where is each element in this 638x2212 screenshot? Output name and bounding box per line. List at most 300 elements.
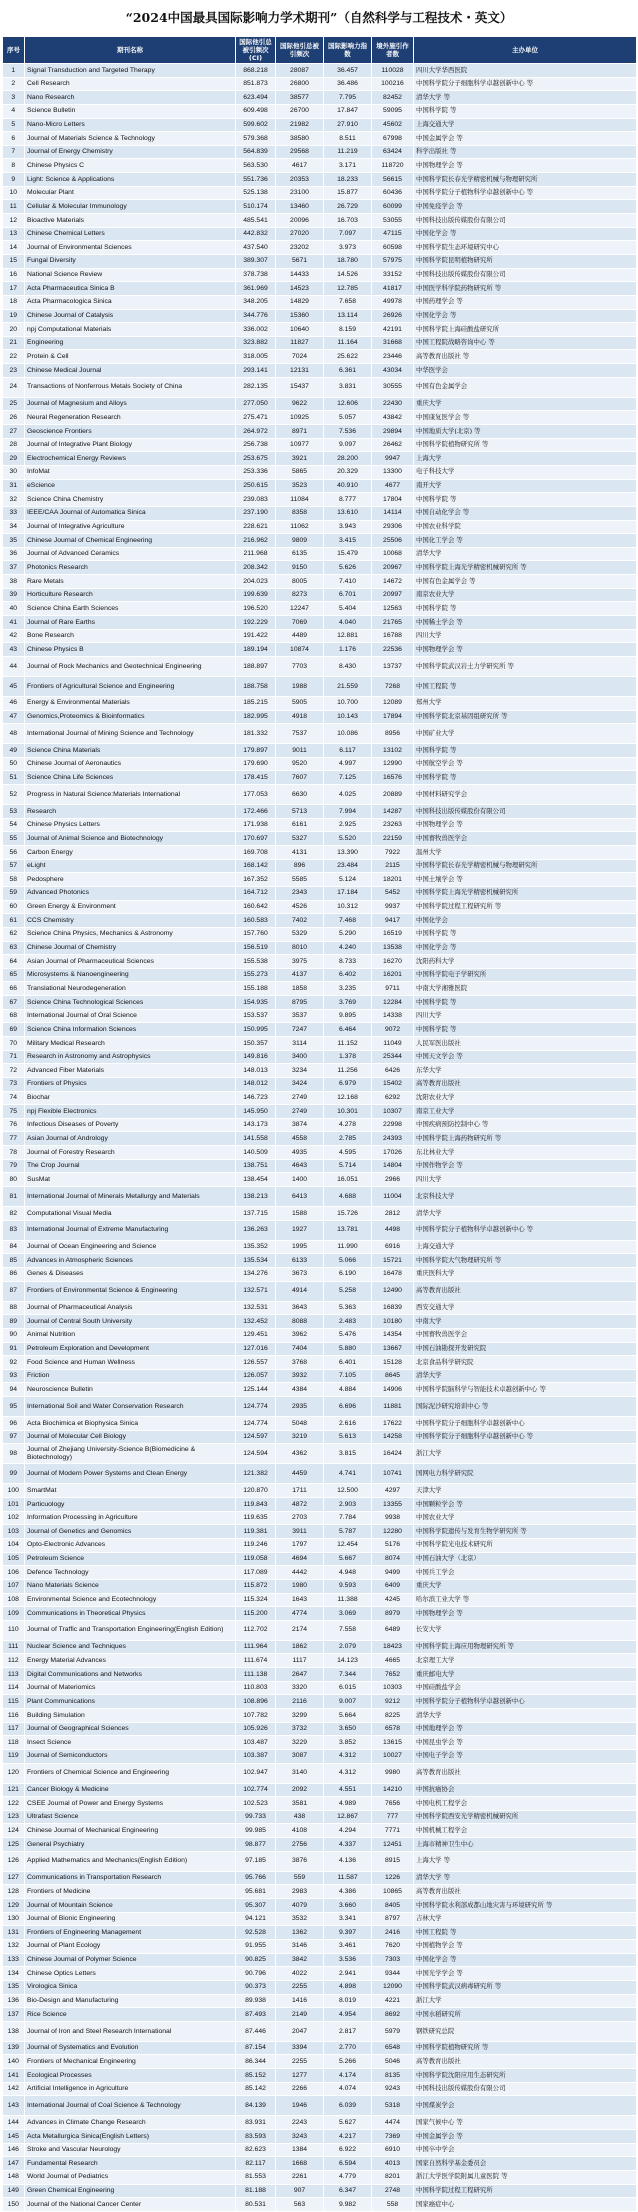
ci-cell: 623.494 (236, 91, 276, 105)
journal-name-cell: Fundamental Research (25, 2157, 236, 2171)
journal-name-cell: Science China Earth Sciences (25, 602, 236, 616)
ci-cell: 81.553 (236, 2170, 276, 2184)
impact-index-cell: 3.815 (324, 1444, 372, 1464)
sponsor-cell: 东华大学 (414, 1064, 637, 1078)
journal-name-cell: Journal of Pharmaceutical Analysis (25, 1301, 236, 1315)
ci-cell: 389.307 (236, 254, 276, 268)
citations-cell: 4459 (276, 1464, 324, 1484)
citations-cell: 9809 (276, 534, 324, 548)
table-row (3, 1187, 637, 1207)
rank-cell: 49 (3, 744, 25, 758)
rank-cell: 108 (3, 1593, 25, 1607)
rank-cell: 10 (3, 186, 25, 200)
table-row (3, 1708, 637, 1722)
journal-name-cell: Science China Chemistry (25, 493, 236, 507)
rank-cell: 82 (3, 1207, 25, 1221)
ci-cell: 119.635 (236, 1511, 276, 1525)
ci-cell: 85.152 (236, 2069, 276, 2083)
foreign-authors-cell: 9938 (372, 1511, 414, 1525)
journal-name-cell: Chinese Optics Letters (25, 1967, 236, 1981)
journal-name-cell: Journal of Magnesium and Alloys (25, 397, 236, 411)
foreign-authors-cell: 4297 (372, 1484, 414, 1498)
impact-index-cell: 9.895 (324, 1009, 372, 1023)
ci-cell: 90.796 (236, 1967, 276, 1981)
foreign-authors-cell: 17894 (372, 710, 414, 724)
ci-cell: 150.995 (236, 1023, 276, 1037)
ci-cell: 81.188 (236, 2184, 276, 2198)
sponsor-cell: 中国科学院 等 (414, 771, 637, 785)
foreign-authors-cell: 7771 (372, 1824, 414, 1838)
table-row (3, 1640, 637, 1654)
sponsor-cell: 中国金属学会 等 (414, 2130, 637, 2144)
impact-index-cell: 4.386 (324, 1885, 372, 1899)
foreign-authors-cell: 118720 (372, 159, 414, 173)
impact-index-cell: 2.770 (324, 2041, 372, 2055)
foreign-authors-cell: 30555 (372, 377, 414, 397)
rank-cell: 48 (3, 724, 25, 744)
table-row (3, 832, 637, 846)
table-row (3, 1050, 637, 1064)
journal-name-cell: Journal of Rock Mechanics and Geotechnical Engineering (25, 656, 236, 676)
ci-cell: 851.873 (236, 77, 276, 91)
foreign-authors-cell: 12090 (372, 1980, 414, 1994)
table-header-row (3, 37, 637, 64)
rank-cell: 122 (3, 1797, 25, 1811)
table-row (3, 575, 637, 589)
rank-cell: 127 (3, 1871, 25, 1885)
rank-cell: 102 (3, 1511, 25, 1525)
sponsor-cell: 中国化学会 等 (414, 227, 637, 241)
journal-name-cell: Journal of Integrative Plant Biology (25, 438, 236, 452)
impact-index-cell: 14.526 (324, 268, 372, 282)
sponsor-cell: 中国畜牧兽医学会 (414, 1328, 637, 1342)
rank-cell: 51 (3, 771, 25, 785)
ci-cell: 178.415 (236, 771, 276, 785)
foreign-authors-cell: 17804 (372, 493, 414, 507)
rank-cell: 41 (3, 615, 25, 629)
foreign-authors-cell: 13355 (372, 1498, 414, 1512)
rank-cell: 19 (3, 309, 25, 323)
impact-index-cell: 6.015 (324, 1681, 372, 1695)
ci-cell: 293.141 (236, 364, 276, 378)
foreign-authors-cell: 12490 (372, 1281, 414, 1301)
sponsor-cell: 高等教育出版社 (414, 2055, 637, 2069)
impact-index-cell: 12.454 (324, 1538, 372, 1552)
impact-index-cell: 5.476 (324, 1328, 372, 1342)
sponsor-cell: 温州大学 (414, 846, 637, 860)
rank-cell: 136 (3, 1994, 25, 2008)
impact-index-cell: 7.994 (324, 805, 372, 819)
table-row (3, 1383, 637, 1397)
journal-name-cell: Bone Research (25, 629, 236, 643)
sponsor-cell: 重庆大学 (414, 397, 637, 411)
table-row (3, 1525, 637, 1539)
ci-cell: 196.520 (236, 602, 276, 616)
ci-cell: 336.002 (236, 323, 276, 337)
ci-cell: 157.760 (236, 927, 276, 941)
citations-cell: 4918 (276, 710, 324, 724)
journal-name-cell: Animal Nutrition (25, 1328, 236, 1342)
table-row (3, 1484, 637, 1498)
ci-cell: 135.534 (236, 1254, 276, 1268)
sponsor-cell: 中国电机工程学会 (414, 1797, 637, 1811)
citations-cell: 2983 (276, 1885, 324, 1899)
impact-index-cell: 4.294 (324, 1824, 372, 1838)
rank-cell: 140 (3, 2055, 25, 2069)
citations-cell: 2174 (276, 1620, 324, 1640)
table-row (3, 200, 637, 214)
table-row (3, 757, 637, 771)
rank-cell: 36 (3, 547, 25, 561)
journal-name-cell: Computational Visual Media (25, 1207, 236, 1221)
impact-index-cell: 3.461 (324, 1939, 372, 1953)
impact-index-cell: 5.057 (324, 411, 372, 425)
journal-name-cell: Genes & Diseases (25, 1267, 236, 1281)
ci-cell: 138.454 (236, 1173, 276, 1187)
rank-cell: 2 (3, 77, 25, 91)
sponsor-cell: 中国科学院 等 (414, 104, 637, 118)
foreign-authors-cell: 4498 (372, 1220, 414, 1240)
ci-cell: 323.882 (236, 336, 276, 350)
journal-name-cell: General Psychiatry (25, 1838, 236, 1852)
table-row (3, 1871, 637, 1885)
ci-cell: 485.541 (236, 214, 276, 228)
ci-cell: 120.870 (236, 1484, 276, 1498)
journal-name-cell: Transactions of Nonferrous Metals Society of China (25, 377, 236, 397)
rank-cell: 125 (3, 1838, 25, 1852)
rank-cell: 79 (3, 1159, 25, 1173)
citations-cell: 4774 (276, 1607, 324, 1621)
journal-name-cell: Molecular Plant (25, 186, 236, 200)
impact-index-cell: 4.997 (324, 757, 372, 771)
citations-cell: 27020 (276, 227, 324, 241)
sponsor-cell: 中国光学学会 等 (414, 1967, 637, 1981)
sponsor-cell: 中国稀土学会 等 (414, 615, 637, 629)
table-row (3, 1267, 637, 1281)
sponsor-cell: 中国科学院上海硅酸盐研究所 (414, 323, 637, 337)
foreign-authors-cell: 21765 (372, 615, 414, 629)
table-row (3, 336, 637, 350)
journal-name-cell: The Crop Journal (25, 1159, 236, 1173)
journal-name-cell: Frontiers of Environmental Science & Engineering (25, 1281, 236, 1301)
sponsor-cell: 中国科学院过程工程研究所 等 (414, 900, 637, 914)
ci-cell: 579.368 (236, 132, 276, 146)
journal-name-cell: International Journal of Extreme Manufacturing (25, 1220, 236, 1240)
journal-name-cell: Journal of Mountain Science (25, 1899, 236, 1913)
ci-cell: 551.736 (236, 173, 276, 187)
ci-cell: 182.995 (236, 710, 276, 724)
table-row (3, 1118, 637, 1132)
citations-cell: 14433 (276, 268, 324, 282)
table-row (3, 818, 637, 832)
journal-name-cell: Science China Materials (25, 744, 236, 758)
table-row (3, 397, 637, 411)
ci-cell: 609.498 (236, 104, 276, 118)
foreign-authors-cell: 14287 (372, 805, 414, 819)
ci-cell: 92.528 (236, 1926, 276, 1940)
sponsor-cell: 重庆大学 (414, 1579, 637, 1593)
ci-cell: 99.733 (236, 1810, 276, 1824)
rank-cell: 16 (3, 268, 25, 282)
citations-cell: 3932 (276, 1369, 324, 1383)
table-row (3, 2170, 637, 2184)
foreign-authors-cell: 43034 (372, 364, 414, 378)
rank-cell: 114 (3, 1681, 25, 1695)
table-row (3, 1173, 637, 1187)
journal-name-cell: InfoMat (25, 465, 236, 479)
ci-cell: 253.336 (236, 465, 276, 479)
impact-index-cell: 2.903 (324, 1498, 372, 1512)
citations-cell: 2935 (276, 1397, 324, 1417)
impact-index-cell: 6.039 (324, 2096, 372, 2116)
impact-index-cell: 4.898 (324, 1980, 372, 1994)
journal-name-cell: Chinese Journal of Chemical Engineering (25, 534, 236, 548)
citations-cell: 3140 (276, 1763, 324, 1783)
impact-index-cell: 27.910 (324, 118, 372, 132)
sponsor-cell: 中国免疫学会 等 (414, 200, 637, 214)
journal-name-cell: Horticulture Research (25, 588, 236, 602)
journal-name-cell: Journal of Bionic Engineering (25, 1912, 236, 1926)
ci-cell: 117.089 (236, 1566, 276, 1580)
table-row (3, 771, 637, 785)
foreign-authors-cell: 14338 (372, 1009, 414, 1023)
citations-cell: 1980 (276, 1579, 324, 1593)
sponsor-cell: 高等教育出版社 (414, 1077, 637, 1091)
rank-cell: 83 (3, 1220, 25, 1240)
rank-cell: 78 (3, 1146, 25, 1160)
foreign-authors-cell: 13102 (372, 744, 414, 758)
rank-cell: 124 (3, 1824, 25, 1838)
table-row (3, 615, 637, 629)
citations-cell: 1995 (276, 1240, 324, 1254)
sponsor-cell: 哈尔滨工业大学 等 (414, 1593, 637, 1607)
citations-cell: 3400 (276, 1050, 324, 1064)
impact-index-cell: 7.784 (324, 1511, 372, 1525)
rank-cell: 97 (3, 1430, 25, 1444)
ci-cell: 119.058 (236, 1552, 276, 1566)
journal-name-cell: Journal of Materiomics (25, 1681, 236, 1695)
journal-name-cell: Asian Journal of Pharmaceutical Sciences (25, 955, 236, 969)
citations-cell: 6133 (276, 1254, 324, 1268)
sponsor-cell: 中国科学院大气物理研究所 等 (414, 1254, 637, 1268)
citations-cell: 1988 (276, 676, 324, 696)
table-row (3, 1912, 637, 1926)
ci-cell: 170.697 (236, 832, 276, 846)
journal-name-cell: Science China Physics, Mechanics & Astronomy (25, 927, 236, 941)
foreign-authors-cell: 5979 (372, 2021, 414, 2041)
foreign-authors-cell: 33152 (372, 268, 414, 282)
ci-cell: 155.188 (236, 982, 276, 996)
foreign-authors-cell: 67998 (372, 132, 414, 146)
citations-cell: 5048 (276, 1417, 324, 1431)
impact-index-cell: 10.312 (324, 900, 372, 914)
table-row (3, 2021, 637, 2041)
citations-cell: 559 (276, 1871, 324, 1885)
impact-index-cell: 18.780 (324, 254, 372, 268)
foreign-authors-cell: 16201 (372, 968, 414, 982)
journal-name-cell: CCS Chemistry (25, 914, 236, 928)
sponsor-cell: 中国兵工学会 (414, 1566, 637, 1580)
foreign-authors-cell: 9072 (372, 1023, 414, 1037)
journal-name-cell: Journal of Forestry Research (25, 1146, 236, 1160)
impact-index-cell: 2.941 (324, 1967, 372, 1981)
rank-cell: 103 (3, 1525, 25, 1539)
impact-index-cell: 6.701 (324, 588, 372, 602)
ci-cell: 177.053 (236, 785, 276, 805)
citations-cell: 21982 (276, 118, 324, 132)
table-row (3, 295, 637, 309)
citations-cell: 2261 (276, 2170, 324, 2184)
table-row (3, 1810, 637, 1824)
sponsor-cell: 中国科技出版传媒股份有限公司 (414, 268, 637, 282)
ci-cell: 102.774 (236, 1783, 276, 1797)
foreign-authors-cell: 29894 (372, 425, 414, 439)
citations-cell: 3876 (276, 1851, 324, 1871)
citations-cell: 8088 (276, 1315, 324, 1329)
foreign-authors-cell: 41817 (372, 282, 414, 296)
impact-index-cell: 8.430 (324, 656, 372, 676)
ci-cell: 126.057 (236, 1369, 276, 1383)
journal-name-cell: Neural Regeneration Research (25, 411, 236, 425)
journal-name-cell: Acta Pharmaceutica Sinica B (25, 282, 236, 296)
table-row (3, 323, 637, 337)
table-row (3, 2082, 637, 2096)
sponsor-cell: 中国科学院长春光学精密机械与物理研究所 (414, 173, 637, 187)
journal-name-cell: Journal of Zhejiang University-Science B(Biomedicine & Biotechnology) (25, 1444, 236, 1464)
citations-cell: 5865 (276, 465, 324, 479)
impact-index-cell: 5.787 (324, 1525, 372, 1539)
citations-cell: 1277 (276, 2069, 324, 2083)
sponsor-cell: 中国化学会 等 (414, 309, 637, 323)
rank-cell: 107 (3, 1579, 25, 1593)
rank-cell: 64 (3, 955, 25, 969)
rank-cell: 52 (3, 785, 25, 805)
citations-cell: 6413 (276, 1187, 324, 1207)
sponsor-cell: 中国水稻研究所 (414, 2008, 637, 2022)
foreign-authors-cell: 23263 (372, 818, 414, 832)
foreign-authors-cell: 8915 (372, 1851, 414, 1871)
table-row (3, 1994, 637, 2008)
header-sponsor: 主办单位 (414, 37, 637, 64)
sponsor-cell: 长安大学 (414, 1620, 637, 1640)
table-row (3, 159, 637, 173)
ci-cell: 148.012 (236, 1077, 276, 1091)
sponsor-cell: 中国科学院分子植物科学卓越创新中心 (414, 1695, 637, 1709)
citations-cell: 3975 (276, 955, 324, 969)
rank-cell: 75 (3, 1105, 25, 1119)
sponsor-cell: 四川大学华西医院 (414, 64, 637, 78)
journal-name-cell: Digital Communications and Networks (25, 1668, 236, 1682)
table-row (3, 846, 637, 860)
impact-index-cell: 5.613 (324, 1430, 372, 1444)
citations-cell: 7537 (276, 724, 324, 744)
table-row (3, 927, 637, 941)
citations-cell: 3921 (276, 452, 324, 466)
impact-index-cell: 4.954 (324, 2008, 372, 2022)
sponsor-cell: 上海市精神卫生中心 (414, 1838, 637, 1852)
foreign-authors-cell: 12563 (372, 602, 414, 616)
impact-index-cell: 9.007 (324, 1695, 372, 1709)
impact-index-cell: 7.344 (324, 1668, 372, 1682)
journal-name-cell: Chinese Journal of Catalysis (25, 309, 236, 323)
rank-cell: 149 (3, 2184, 25, 2198)
impact-index-cell: 7.795 (324, 91, 372, 105)
rank-cell: 95 (3, 1397, 25, 1417)
table-row (3, 1301, 637, 1315)
rank-cell: 112 (3, 1654, 25, 1668)
table-row (3, 506, 637, 520)
journal-name-cell: Communications in Transportation Research (25, 1871, 236, 1885)
ci-cell: 83.593 (236, 2130, 276, 2144)
impact-index-cell: 12.881 (324, 629, 372, 643)
rank-cell: 111 (3, 1640, 25, 1654)
impact-index-cell: 7.658 (324, 295, 372, 309)
citations-cell: 11084 (276, 493, 324, 507)
rank-cell: 109 (3, 1607, 25, 1621)
foreign-authors-cell: 15402 (372, 1077, 414, 1091)
impact-index-cell: 5.520 (324, 832, 372, 846)
sponsor-cell: 中国化学会 等 (414, 1953, 637, 1967)
citations-cell: 4079 (276, 1899, 324, 1913)
sponsor-cell: 中国科学院昆明植物研究所 (414, 254, 637, 268)
foreign-authors-cell: 4665 (372, 1654, 414, 1668)
rank-cell: 106 (3, 1566, 25, 1580)
citations-cell: 3673 (276, 1267, 324, 1281)
foreign-authors-cell: 8645 (372, 1369, 414, 1383)
journal-name-cell: Nano Materials Science (25, 1579, 236, 1593)
journal-name-cell: Journal of Genetics and Genomics (25, 1525, 236, 1539)
ci-cell: 124.597 (236, 1430, 276, 1444)
rank-cell: 47 (3, 710, 25, 724)
journal-name-cell: CSEE Journal of Power and Energy Systems (25, 1797, 236, 1811)
ci-cell: 99.985 (236, 1824, 276, 1838)
impact-index-cell: 5.363 (324, 1301, 372, 1315)
citations-cell: 28087 (276, 64, 324, 78)
sponsor-cell: 高等教育出版社 (414, 1885, 637, 1899)
ci-cell: 82.623 (236, 2143, 276, 2157)
impact-index-cell: 5.714 (324, 1159, 372, 1173)
table-body (3, 64, 637, 2212)
foreign-authors-cell: 8201 (372, 2170, 414, 2184)
sponsor-cell: 清华大学 (414, 547, 637, 561)
rank-cell: 71 (3, 1050, 25, 1064)
sponsor-cell: 中国科学院 等 (414, 1023, 637, 1037)
ci-cell: 124.594 (236, 1444, 276, 1464)
rank-cell: 116 (3, 1708, 25, 1722)
sponsor-cell: 南京农业大学 (414, 588, 637, 602)
ci-cell: 250.615 (236, 479, 276, 493)
sponsor-cell: 清华大学 等 (414, 1871, 637, 1885)
sponsor-cell: 中华医学会 (414, 364, 637, 378)
rank-cell: 17 (3, 282, 25, 296)
foreign-authors-cell: 10741 (372, 1464, 414, 1484)
rank-cell: 113 (3, 1668, 25, 1682)
citations-cell: 7069 (276, 615, 324, 629)
ci-cell: 277.050 (236, 397, 276, 411)
sponsor-cell: 中国畜牧兽医学会 (414, 832, 637, 846)
journal-name-cell: Journal of Ocean Engineering and Science (25, 1240, 236, 1254)
foreign-authors-cell: 47115 (372, 227, 414, 241)
sponsor-cell: 中国科学院电子学研究所 (414, 968, 637, 982)
journal-name-cell: Fungal Diversity (25, 254, 236, 268)
impact-index-cell: 6.117 (324, 744, 372, 758)
sponsor-cell: 中国物理学会 等 (414, 643, 637, 657)
citations-cell: 4526 (276, 900, 324, 914)
rank-cell: 94 (3, 1383, 25, 1397)
ci-cell: 84.139 (236, 2096, 276, 2116)
journal-name-cell: Journal of Semiconductors (25, 1749, 236, 1763)
rank-cell: 133 (3, 1953, 25, 1967)
